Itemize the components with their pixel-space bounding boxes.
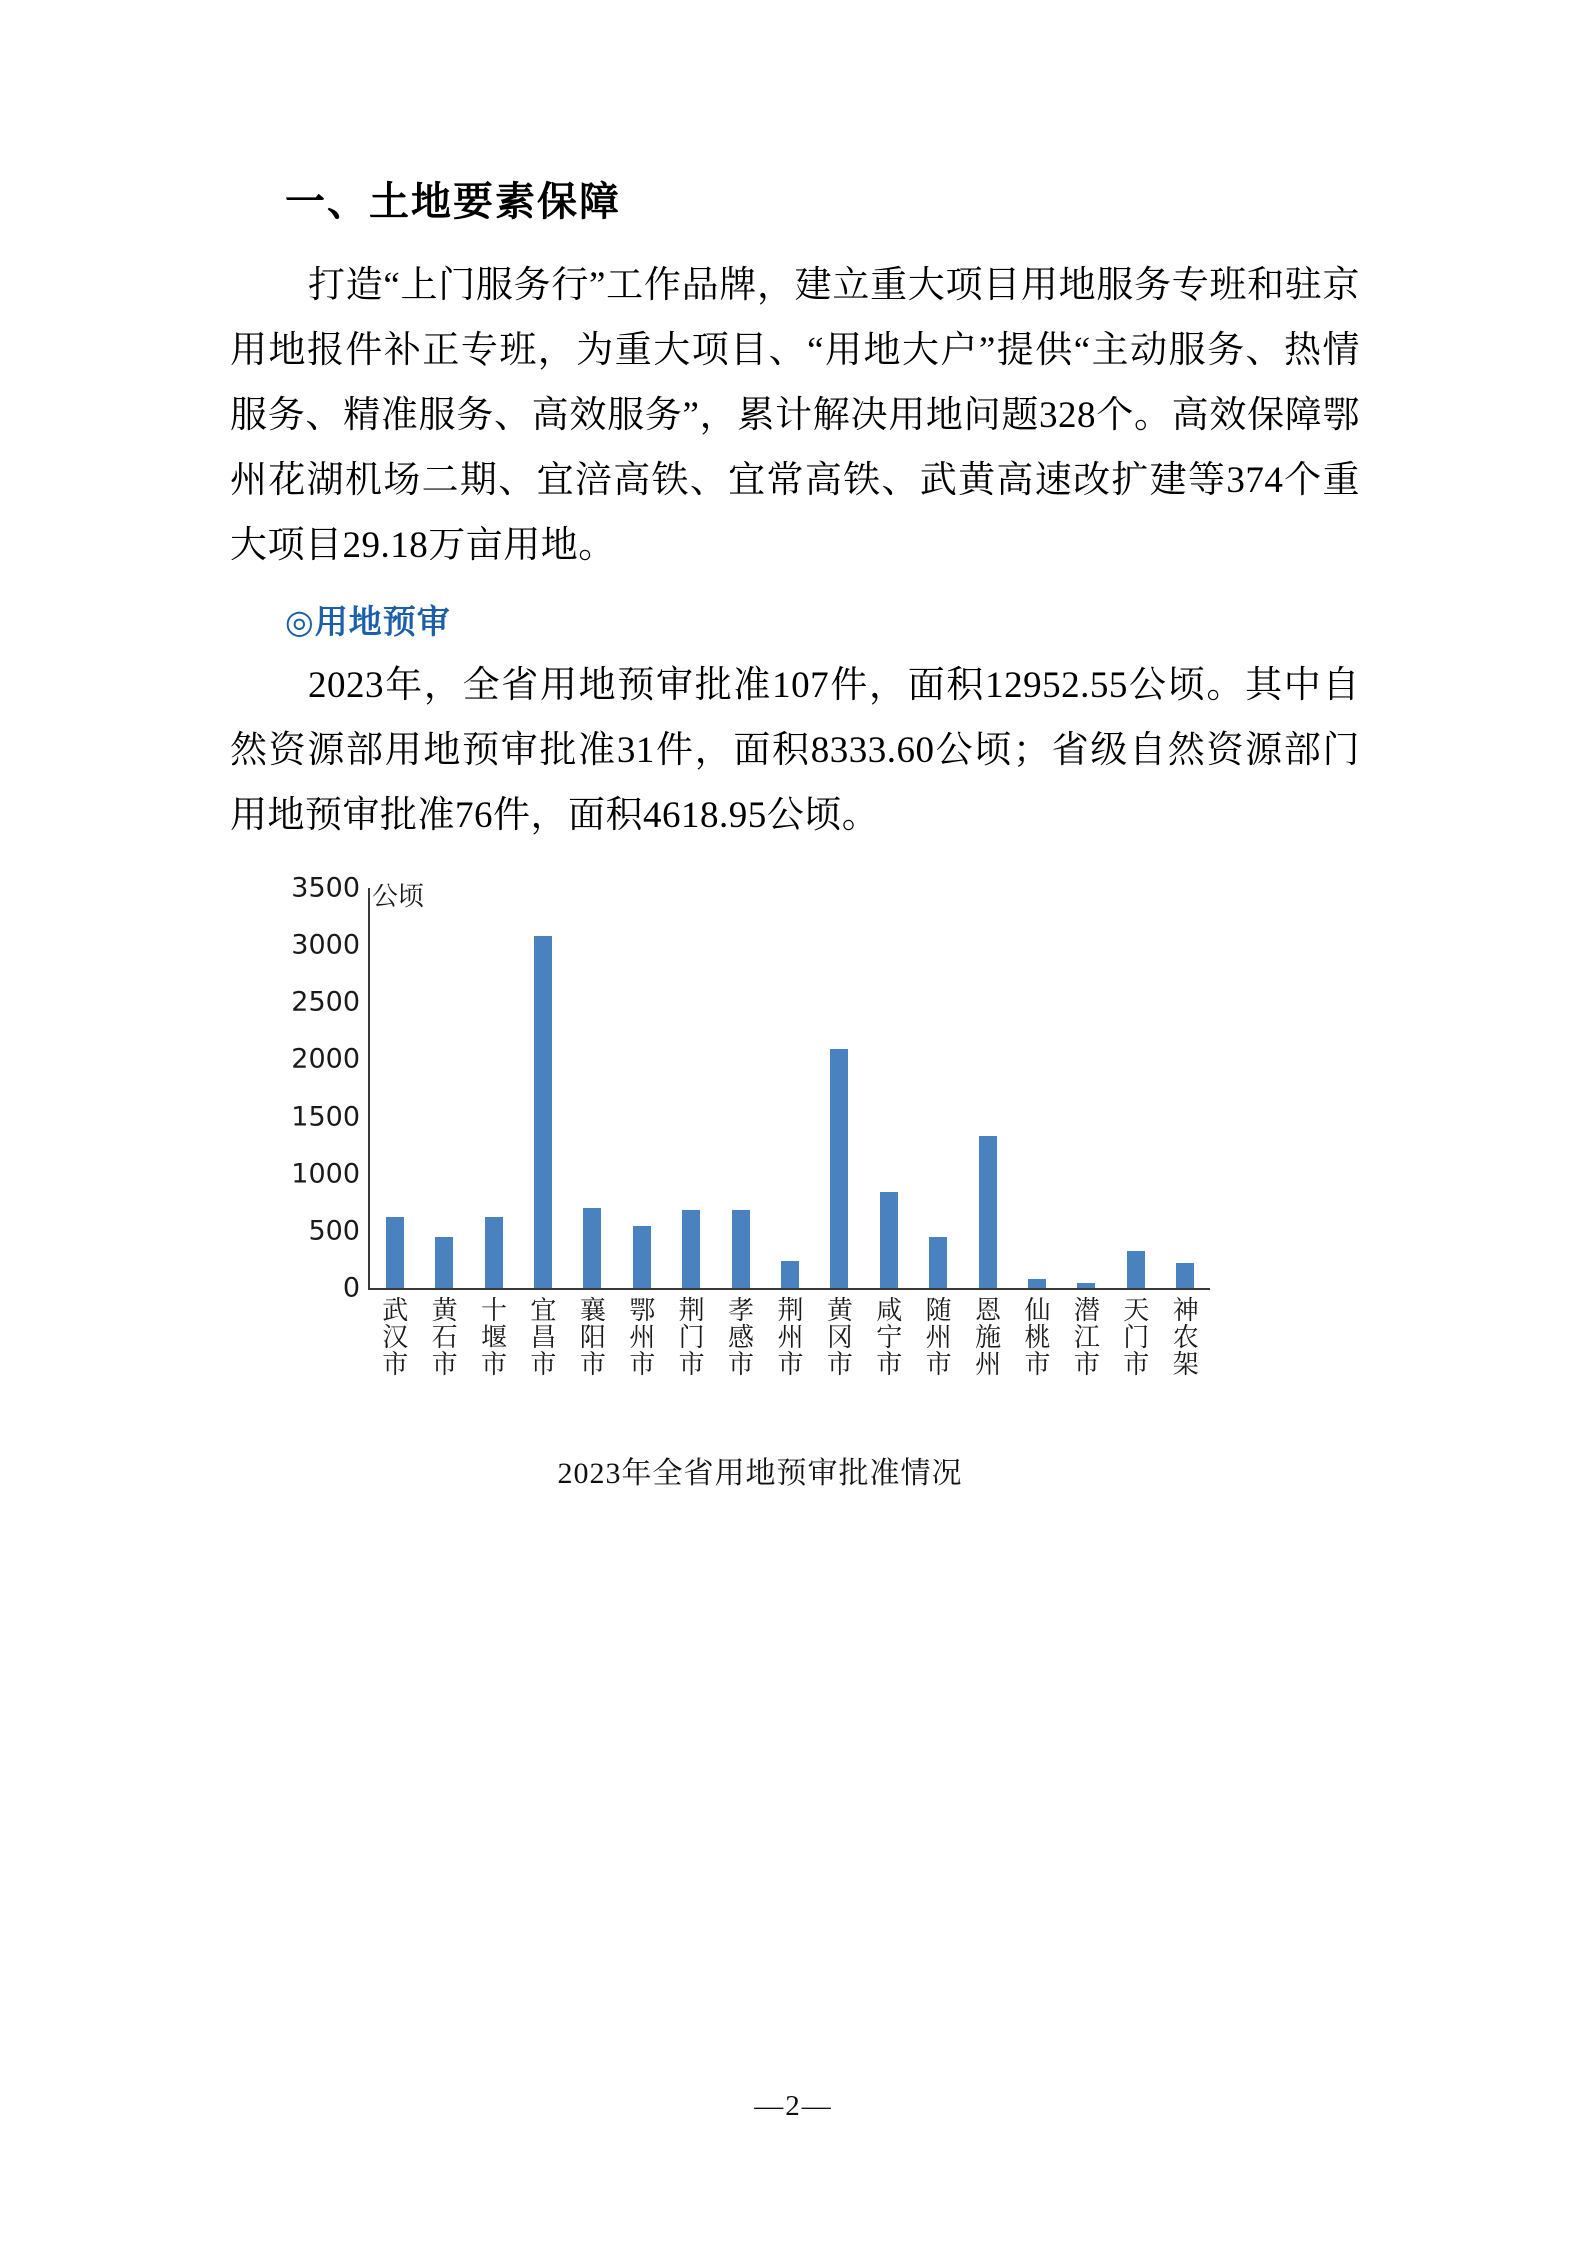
bar-武汉市 (386, 1217, 404, 1288)
bar-襄阳市 (583, 1208, 601, 1288)
bar-恩施州 (979, 1136, 997, 1288)
x-slot (467, 1296, 516, 1377)
x-slot (961, 1296, 1010, 1377)
chart-block (230, 872, 1360, 1508)
x-axis-tick: 仙桃市 (1019, 1296, 1050, 1377)
x-axis-tick: 黄冈市 (822, 1296, 853, 1377)
x-axis-tick: 鄂州市 (624, 1296, 655, 1377)
x-axis-tick: 十堰市 (476, 1296, 507, 1377)
bar-slot (864, 888, 913, 1288)
x-axis-tick: 荆州市 (772, 1296, 803, 1377)
y-axis-labels (260, 872, 360, 1304)
y-axis-tick: 500 (308, 1215, 360, 1247)
x-axis-tick: 神农架 (1168, 1296, 1199, 1377)
bars-container (370, 888, 1210, 1288)
x-slot (516, 1296, 565, 1377)
x-slot (664, 1296, 713, 1377)
bar-slot (666, 888, 715, 1288)
bar-slot (370, 888, 419, 1288)
bar-slot (963, 888, 1012, 1288)
x-axis-tick: 宜昌市 (525, 1296, 556, 1377)
x-axis-tick: 潜江市 (1069, 1296, 1100, 1377)
x-axis-tick: 孝感市 (723, 1296, 754, 1377)
page-content (230, 170, 1360, 1508)
bar-slot (716, 888, 765, 1288)
y-axis-tick: 1000 (291, 1158, 360, 1190)
bar-仙桃市 (1028, 1279, 1046, 1288)
paragraph-land-guarantee: 打造“上门服务行”工作品牌，建立重大项目用地服务专班和驻京用地报件补正专班，为重大项目、“用地大户”提供“主动服务、热情服务、精准服务、高效服务”，累计解决用地问题328个。高效保障鄂州花湖机场二期、宜涪高铁、宜常高铁、武黄高速改扩建等374个重大项目29.18万亩用地。 (230, 265, 1360, 566)
bar-天门市 (1127, 1251, 1145, 1288)
bar-slot (568, 888, 617, 1288)
bar-slot (815, 888, 864, 1288)
paragraph-land-preview-stats: 2023年，全省用地预审批准107件，面积12952.55公顷。其中自然资源部用地预审批准31件，面积8333.60公顷；省级自然资源部门用地预审批准76件，面积4618.95公顷。 (230, 665, 1360, 836)
bar-咸宁市 (880, 1192, 898, 1288)
bar-随州市 (929, 1237, 947, 1288)
subheading-land-preview: ◎用地预审 (285, 602, 451, 641)
bar-slot (419, 888, 468, 1288)
x-axis-tick: 武汉市 (377, 1296, 408, 1377)
y-axis-tick: 2500 (291, 986, 360, 1018)
y-axis-tick: 2000 (291, 1043, 360, 1075)
bar-黄石市 (435, 1237, 453, 1288)
x-slot (862, 1296, 911, 1377)
bar-宜昌市 (534, 936, 552, 1288)
bar-slot (518, 888, 567, 1288)
x-slot (1060, 1296, 1109, 1377)
x-axis-tick: 襄阳市 (575, 1296, 606, 1377)
bar-荆州市 (781, 1261, 799, 1288)
x-slot (1010, 1296, 1059, 1377)
page-title: 一、土地要素保障 (285, 179, 621, 225)
y-axis-tick: 0 (342, 1272, 360, 1304)
bar-荆门市 (682, 1210, 700, 1288)
x-axis-tick: 黄石市 (427, 1296, 458, 1377)
bar-slot (765, 888, 814, 1288)
x-slot (911, 1296, 960, 1377)
bar-slot (1062, 888, 1111, 1288)
x-slot (615, 1296, 664, 1377)
x-slot (714, 1296, 763, 1377)
plot-area (368, 888, 1210, 1290)
x-slot (1159, 1296, 1208, 1377)
bar-孝感市 (732, 1210, 750, 1288)
bar-slot (1111, 888, 1160, 1288)
y-axis-unit-label: 公顷 (372, 882, 425, 912)
y-axis-tick: 3000 (291, 929, 360, 961)
bar-slot (913, 888, 962, 1288)
bar-slot (1012, 888, 1061, 1288)
x-slot (566, 1296, 615, 1377)
x-axis-tick: 咸宁市 (871, 1296, 902, 1377)
bar-神农架 (1176, 1263, 1194, 1288)
bar-slot (469, 888, 518, 1288)
bar-slot (1161, 888, 1210, 1288)
y-axis-tick: 3500 (291, 872, 360, 904)
x-axis-tick: 荆门市 (674, 1296, 705, 1377)
bar-黄冈市 (830, 1049, 848, 1288)
x-axis-labels (368, 1296, 1208, 1377)
page-number: —2— (754, 2090, 833, 2122)
x-slot (1109, 1296, 1158, 1377)
x-axis-tick: 天门市 (1118, 1296, 1149, 1377)
bar-潜江市 (1077, 1283, 1095, 1288)
bar-十堰市 (485, 1217, 503, 1288)
bar-slot (617, 888, 666, 1288)
x-slot (368, 1296, 417, 1377)
x-slot (417, 1296, 466, 1377)
bar-鄂州市 (633, 1226, 651, 1288)
y-axis-tick: 1500 (291, 1101, 360, 1133)
x-slot (763, 1296, 812, 1377)
chart-caption: 2023年全省用地预审批准情况 (557, 1457, 963, 1490)
x-axis-tick: 随州市 (921, 1296, 952, 1377)
x-axis-tick: 恩施州 (970, 1296, 1001, 1377)
x-slot (813, 1296, 862, 1377)
bar-chart (260, 872, 1260, 1490)
